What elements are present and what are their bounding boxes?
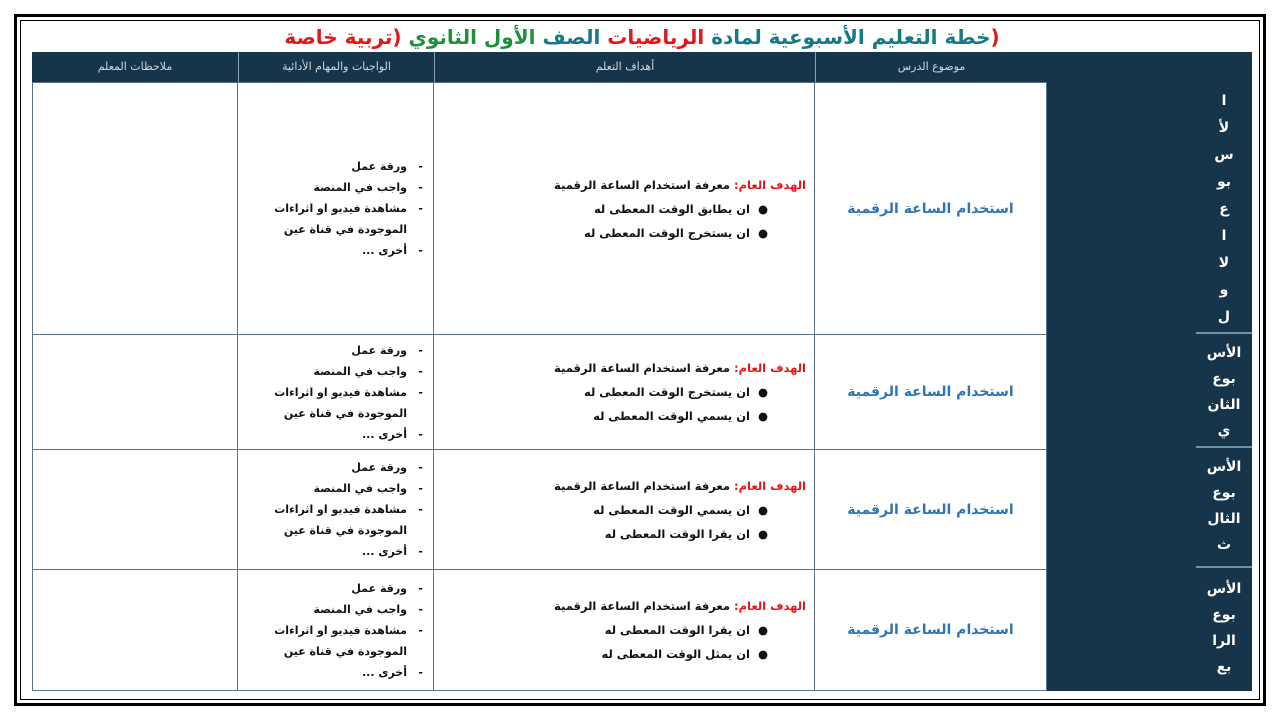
goals-cell bbox=[433, 450, 814, 569]
goal-text: معرفة استخدام الساعة الرقمية bbox=[554, 361, 731, 375]
title-subject: الرياضيات bbox=[607, 25, 705, 49]
bullet-dot-icon: ● bbox=[757, 201, 768, 216]
objective-item: ● ان يسمي الوقت المعطى له bbox=[434, 498, 806, 522]
topic-text: استخدام الساعة الرقمية bbox=[847, 622, 1014, 638]
objective-item: ● ان يقرا الوقت المعطى له bbox=[434, 618, 806, 642]
header-goals: أهداف التعلم bbox=[434, 52, 815, 82]
task-item: -مشاهدة فيديو او اثراءات bbox=[274, 202, 423, 215]
goal-label: الهدف العام: bbox=[734, 599, 806, 613]
table-row bbox=[33, 335, 1046, 450]
bullet-dot-icon: ● bbox=[757, 647, 768, 661]
header-tasks: الواجبات والمهام الأدائية bbox=[238, 52, 434, 82]
task-item: الموجودة في قناة عين bbox=[283, 644, 407, 658]
goal-label: الهدف العام: bbox=[734, 478, 806, 493]
task-item: -واجب في المنصة bbox=[313, 482, 423, 495]
table-row bbox=[33, 570, 1046, 690]
notes-cell bbox=[33, 570, 237, 690]
task-item: -مشاهدة فيديو او اثراءات bbox=[274, 503, 423, 516]
week-label-1: ا لأ س بو ع ا لا و ل bbox=[1196, 84, 1252, 334]
objective-item: ● ان يقرا الوقت المعطى له bbox=[434, 522, 806, 546]
goal-text: معرفة استخدام الساعة الرقمية bbox=[554, 599, 731, 613]
topic-text: استخدام الساعة الرقمية bbox=[847, 384, 1014, 400]
topic-cell bbox=[814, 335, 1046, 449]
header-notes: ملاحظات المعلم bbox=[97, 60, 173, 73]
table-header bbox=[32, 52, 1047, 82]
task-item: -واجب في المنصة bbox=[313, 602, 423, 616]
task-item: الموجودة في قناة عين bbox=[283, 406, 407, 420]
task-item: -ورقة عمل bbox=[351, 343, 423, 357]
task-item: -ورقة عمل bbox=[351, 581, 423, 595]
title-part1: خطة التعليم الأسبوعية لمادة bbox=[711, 25, 991, 49]
topic-cell bbox=[814, 570, 1046, 690]
goal-text: معرفة استخدام الساعة الرقمية bbox=[554, 177, 731, 192]
week-label-4: الأس بوع الرا بع bbox=[1206, 581, 1242, 675]
title-part2: الصف bbox=[542, 25, 601, 49]
week-label-2: الأس بوع الثان ي bbox=[1196, 336, 1252, 448]
notes-cell bbox=[33, 450, 237, 569]
table-row bbox=[33, 83, 1046, 335]
table-row bbox=[33, 450, 1046, 570]
topic-cell bbox=[814, 450, 1046, 569]
goal-label: الهدف العام: bbox=[734, 177, 806, 192]
title-grade: الأول الثانوي bbox=[408, 25, 536, 49]
objective-item: ● ان يستخرج الوقت المعطى له bbox=[434, 221, 806, 245]
tasks-cell bbox=[237, 83, 433, 334]
topic-text: استخدام الساعة الرقمية bbox=[847, 501, 1014, 518]
title-open-paren: ( bbox=[990, 25, 1000, 49]
task-item: الموجودة في قناة عين bbox=[283, 524, 407, 537]
plan-table bbox=[32, 82, 1047, 691]
objective-item: ● ان يستخرج الوقت المعطى له bbox=[434, 380, 806, 404]
task-item: -أخرى ... bbox=[362, 545, 423, 558]
objective-item: ● ان يطابق الوقت المعطى له bbox=[434, 197, 806, 221]
task-item: -أخرى ... bbox=[362, 427, 423, 441]
objective-item: ● ان يمثل الوقت المعطى له bbox=[434, 642, 806, 666]
goals-cell bbox=[433, 83, 814, 334]
bullet-dot-icon: ● bbox=[757, 526, 768, 541]
task-item: -مشاهدة فيديو او اثراءات bbox=[274, 385, 423, 399]
task-item: -ورقة عمل bbox=[351, 461, 423, 474]
week-label-3: الأس بوع الثال ث bbox=[1196, 450, 1252, 568]
bullet-dot-icon: ● bbox=[757, 623, 768, 637]
title-special: (تربية خاصة bbox=[284, 25, 402, 49]
tasks-cell bbox=[237, 570, 433, 690]
task-item: الموجودة في قناة عين bbox=[283, 223, 407, 236]
general-goal bbox=[434, 173, 806, 197]
objective-item: ● ان يسمي الوقت المعطى له bbox=[434, 404, 806, 428]
notes-cell bbox=[33, 335, 237, 449]
goals-cell bbox=[433, 570, 814, 690]
task-item: -أخرى ... bbox=[362, 244, 423, 257]
header-topic: موضوع الدرس bbox=[815, 52, 1047, 82]
task-item: -مشاهدة فيديو او اثراءات bbox=[274, 623, 423, 637]
page-title bbox=[32, 22, 1252, 52]
topic-text: استخدام الساعة الرقمية bbox=[847, 200, 1014, 217]
tasks-cell bbox=[237, 450, 433, 569]
goal-text: معرفة استخدام الساعة الرقمية bbox=[554, 478, 731, 493]
general-goal bbox=[434, 474, 806, 498]
task-item: -ورقة عمل bbox=[351, 160, 423, 173]
goal-label: الهدف العام: bbox=[734, 361, 806, 375]
bullet-dot-icon: ● bbox=[757, 409, 768, 423]
tasks-cell bbox=[237, 335, 433, 449]
notes-cell bbox=[33, 83, 237, 334]
bullet-dot-icon: ● bbox=[757, 385, 768, 399]
task-item: -واجب في المنصة bbox=[313, 181, 423, 194]
task-item: -أخرى ... bbox=[362, 665, 423, 679]
goals-cell bbox=[433, 335, 814, 449]
topic-cell bbox=[814, 83, 1046, 334]
task-item: -واجب في المنصة bbox=[313, 364, 423, 378]
bullet-dot-icon: ● bbox=[757, 502, 768, 517]
bullet-dot-icon: ● bbox=[757, 225, 768, 240]
general-goal bbox=[434, 356, 806, 380]
general-goal bbox=[434, 594, 806, 618]
